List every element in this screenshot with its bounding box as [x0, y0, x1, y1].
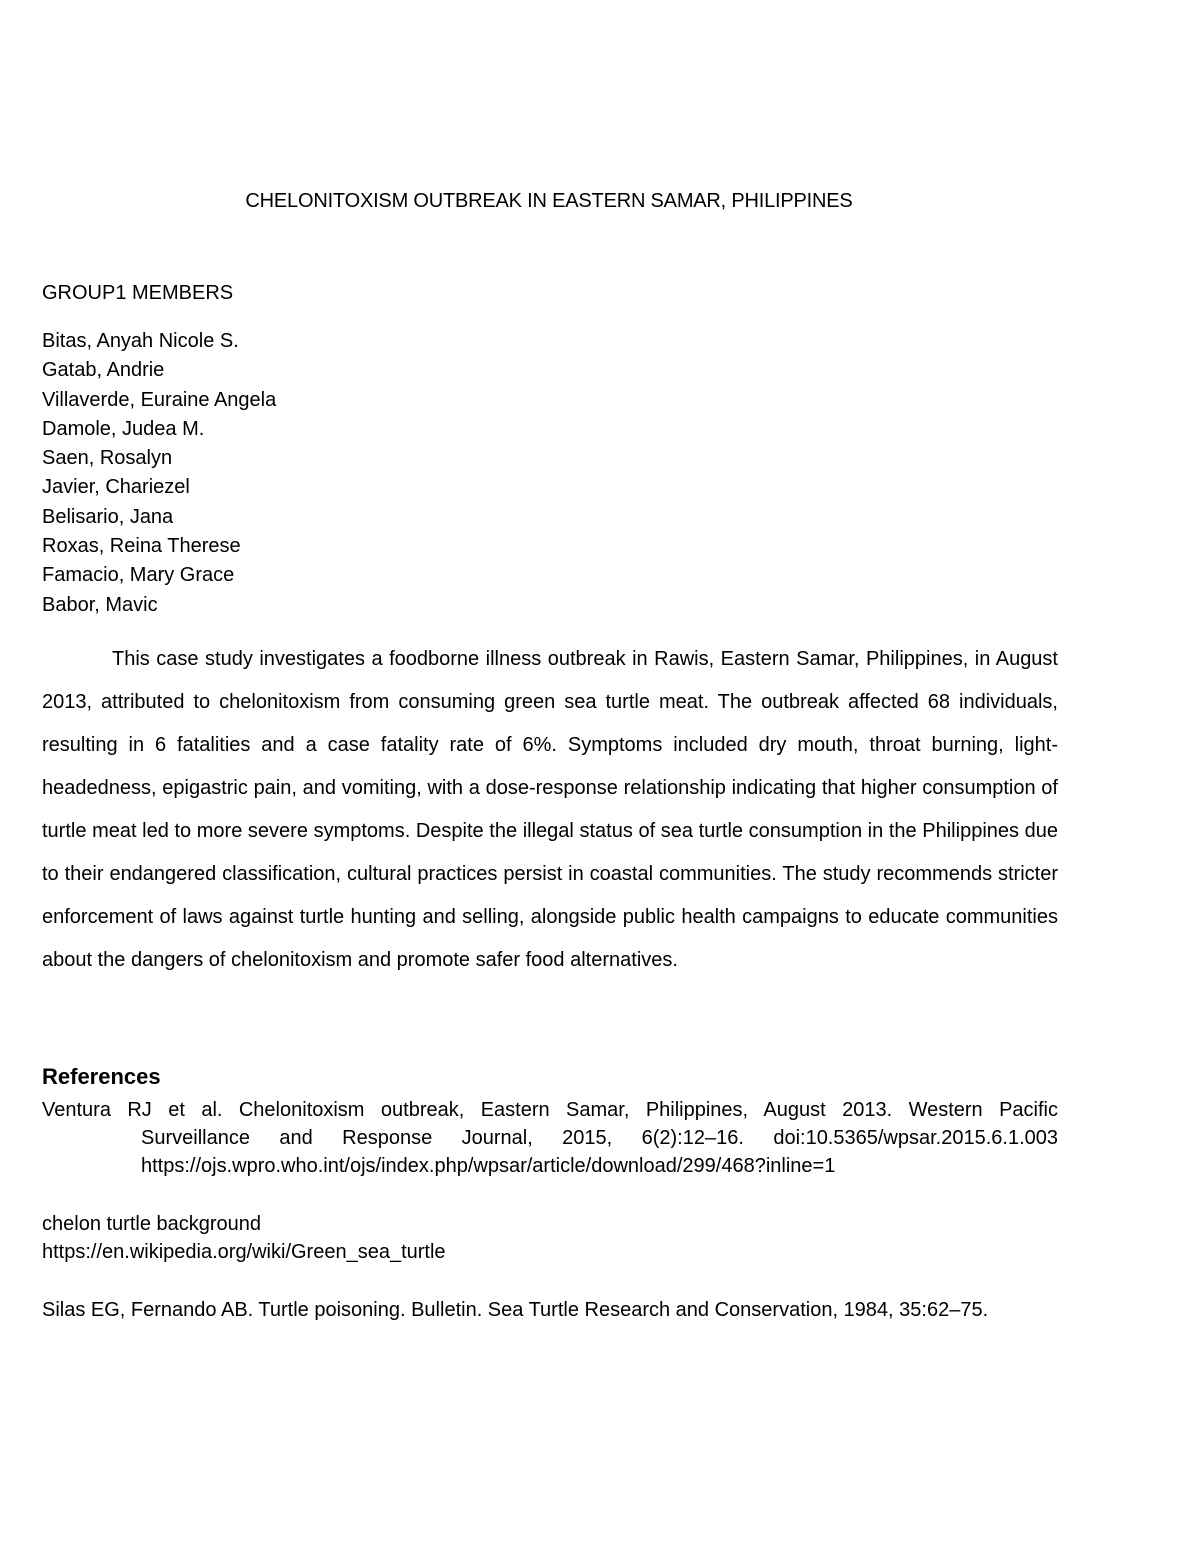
- reference-wikipedia-title: chelon turtle background: [42, 1213, 262, 1235]
- abstract-paragraph: This case study investigates a foodborne illness outbreak in Rawis, Eastern Samar, Philippines, in August 2013, attributed to chelonitoxism from consuming green sea turtle meat. The outbreak affected 68 individuals, resulting in 6 fatalities and a case fatality rate of 6%. Symptoms included dry mouth, throat burning, light-headedness, epigastric pain, and vomiting, with a dose-response relationship indicating that higher consumption of turtle meat led to more severe symptoms. Despite the illegal status of sea turtle consumption in the Philippines due to their endangered classification, cultural practices persist in coastal communities. The study recommends stricter enforcement of laws against turtle hunting and selling, alongside public health campaigns to educate communities about the dangers of chelonitoxism and promote safer food alternatives.: [42, 648, 1058, 971]
- reference-ventura-url[interactable]: https://ojs.wpro.who.int/ojs/index.php/wpsar/article/download/299/468?inline=1: [141, 1155, 836, 1177]
- member-name: Babor, Mavic: [42, 593, 158, 616]
- member-name: Javier, Chariezel: [42, 476, 190, 499]
- member-name: Bitas, Anyah Nicole S.: [42, 330, 239, 352]
- member-name: Gatab, Andrie: [42, 359, 165, 382]
- reference-ventura: [42, 1096, 1058, 1180]
- member-name: Belisario, Jana: [42, 505, 174, 528]
- member-name: Damole, Judea M.: [42, 417, 205, 440]
- references-heading: References: [42, 1064, 161, 1089]
- group-members-heading: GROUP1 MEMBERS: [42, 282, 234, 304]
- document-title: CHELONITOXISM OUTBREAK IN EASTERN SAMAR, PHILIPPINES: [245, 190, 853, 212]
- member-name: Villaverde, Euraine Angela: [42, 388, 277, 411]
- reference-silas: Silas EG, Fernando AB. Turtle poisoning. Bulletin. Sea Turtle Research and Conservation, 1984, 35:62–75.: [42, 1299, 989, 1321]
- member-name: Roxas, Reina Therese: [42, 535, 241, 558]
- reference-ventura-line2: Surveillance and Response Journal, 2015, 6(2):12–16. doi:10.5365/wpsar.2015.6.1.003: [141, 1127, 1058, 1149]
- member-name: Saen, Rosalyn: [42, 447, 173, 470]
- reference-wikipedia-url[interactable]: https://en.wikipedia.org/wiki/Green_sea_turtle: [42, 1241, 446, 1263]
- reference-ventura-line1: Ventura RJ et al. Chelonitoxism outbreak, Eastern Samar, Philippines, August 2013. Western Pacific: [42, 1099, 1058, 1121]
- member-name: Famacio, Mary Grace: [42, 564, 235, 587]
- members-list: [42, 327, 276, 620]
